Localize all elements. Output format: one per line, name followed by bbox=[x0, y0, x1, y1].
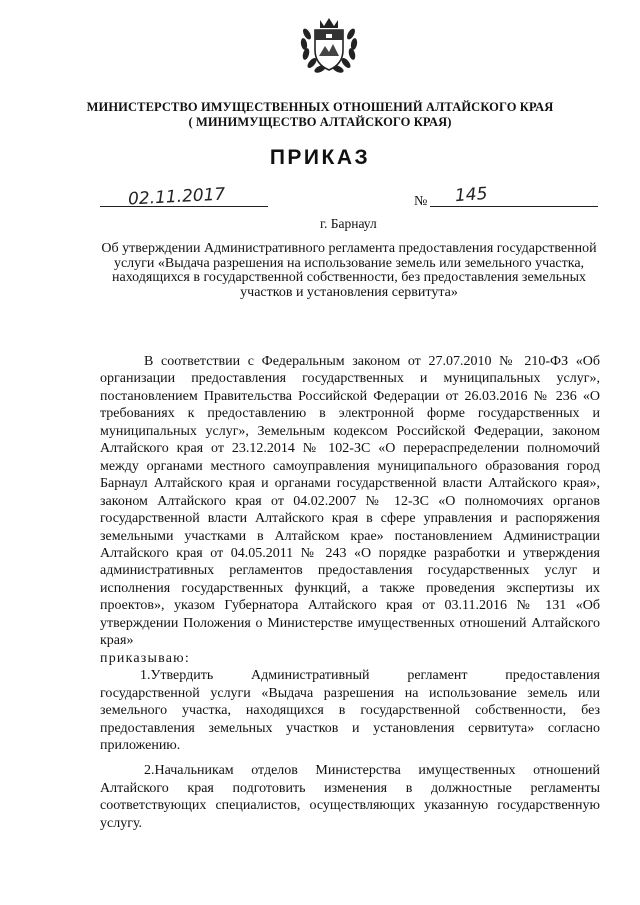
order-item-1: 1.Утвердить Административный регламент предоставления государственной услуги «Выдача разрешения на использование земель или земельного участка, находящихся в государственной собственности, без предоставления земельных участков и установления сервитута» согласно приложению. bbox=[100, 668, 600, 753]
handwritten-number: 145 bbox=[454, 183, 489, 207]
preamble-paragraph: В соответствии с Федеральным законом от 27.07.2010 № 210-ФЗ «Об организации предоставления государственных и муниципальных услуг», постановлением Правительства Российской Федерации от 26.03.2016 № 236 «О требованиях к предоставлению в электронной форме государственных и муниципальных услуг», Земельным кодексом Российской Федерации, законом Алтайского края от 23.12.2014 № 102-ЗС «О перераспределении полномочий между органами местного самоуправления муниципального образования город Барнаул Алтайского края и органами государственной власти Алтайского края», законом Алтайского края от 04.02.2007 № 12-ЗС «О полномочиях органов государственной власти Алтайского края в сфере управления и распоряжения земельными участками в Алтайском крае» постановлением Администрации Алтайского края от 04.05.2011 № 243 «О порядке разработки и утверждения административных регламентов предоставления государственных услуг и исполнения государственных функций, а также проведения экспертизы их проектов», указом Губернатора Алтайского края от 03.11.2016 № 131 «Об утверждении Положения о Министерстве имущественных отношений Алтайского края» bbox=[100, 354, 600, 649]
handwritten-date: 02.11.2017 bbox=[127, 184, 226, 210]
document-subject: Об утверждении Административного регламента предоставления государственной услуги «Выдача разрешения на использование земель или земельного участка, находящихся в государственной собственности, без предоставления земельных участков и установления сервитута» bbox=[101, 241, 597, 300]
coat-of-arms-emblem bbox=[298, 14, 360, 76]
city-label: г. Барнаул bbox=[320, 216, 377, 231]
document-type-title: ПРИКАЗ bbox=[269, 146, 371, 169]
number-label: № bbox=[414, 194, 428, 209]
document-body bbox=[100, 353, 600, 832]
order-item-2: 2.Начальникам отделов Министерства имущественных отношений Алтайского края подготовить изменения в должностные регламенты соответствующих специалистов, осуществляющих указанную государственную услугу. bbox=[100, 763, 600, 831]
date-underline bbox=[100, 206, 268, 207]
order-word: приказываю: bbox=[100, 650, 190, 666]
ministry-name: МИНИСТЕРСТВО ИМУЩЕСТВЕННЫХ ОТНОШЕНИЙ АЛТАЙСКОГО КРАЯ bbox=[86, 100, 554, 114]
number-underline bbox=[430, 206, 598, 207]
ministry-short-name: ( МИНИМУЩЕСТВО АЛТАЙСКОГО КРАЯ) bbox=[188, 115, 452, 129]
